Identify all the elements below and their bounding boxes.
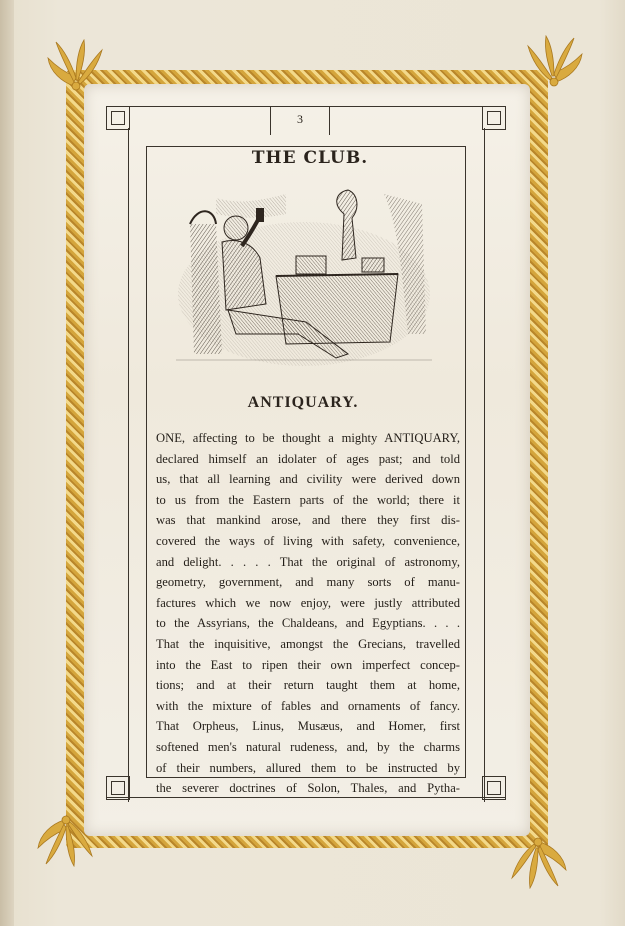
body-line: softened men's natural rudeness, and, by the charms bbox=[156, 739, 460, 754]
book-page-edge bbox=[0, 0, 14, 926]
body-line: of their numbers, allured them to be instructed by bbox=[156, 760, 460, 775]
body-line: That the inquisitive, amongst the Grecians, travelled bbox=[156, 636, 460, 651]
left-side-rule bbox=[128, 128, 129, 802]
body-line: That Orpheus, Linus, Musæus, and Homer, first bbox=[156, 719, 460, 734]
palmette-ornament-top-left-icon bbox=[42, 36, 106, 92]
body-line: us, that all learning and civility were derived down bbox=[156, 472, 460, 487]
body-line: into the East to ripen their own imperfect concep- bbox=[156, 657, 460, 672]
body-line: tions; and at their return taught them at home, bbox=[156, 678, 460, 693]
body-text bbox=[156, 428, 460, 799]
palmette-ornament-bottom-right-icon bbox=[508, 836, 572, 892]
page-number: 3 bbox=[297, 112, 303, 126]
body-line: to the Assyrians, the Chaldeans, and Egyptians. . . . bbox=[156, 616, 460, 631]
body-line: factures which we now enjoy, were justly attributed bbox=[156, 595, 460, 610]
right-side-rule bbox=[484, 128, 485, 802]
body-line: with the mixture of fables and ornaments of fancy. bbox=[156, 698, 460, 713]
body-line: declared himself an idolater of ages past; and told bbox=[156, 451, 460, 466]
body-line: covered the ways of living with safety, convenience, bbox=[156, 533, 460, 548]
body-line: to us from the Eastern parts of the world; there it bbox=[156, 492, 460, 507]
key-corner-top-left bbox=[106, 106, 130, 130]
key-corner-top-right bbox=[482, 106, 506, 130]
body-line: and delight. . . . . That the original of astronomy, bbox=[156, 554, 460, 569]
section-title: ANTIQUARY. bbox=[247, 394, 359, 411]
key-corner-bottom-left bbox=[106, 776, 130, 800]
body-line: the severer doctrines of Solon, Thales, and Pytha- bbox=[156, 781, 460, 796]
body-line: geometry, government, and many sorts of manu- bbox=[156, 575, 460, 590]
palmette-ornament-bottom-left-icon bbox=[32, 814, 96, 870]
antiquary-engraving-illustration bbox=[176, 184, 432, 368]
header-title: THE CLUB. bbox=[251, 148, 369, 168]
key-corner-bottom-right bbox=[482, 776, 506, 800]
body-line: was that mankind arose, and there they first dis- bbox=[156, 513, 460, 528]
palmette-ornament-top-right-icon bbox=[524, 32, 588, 88]
body-line: ONE, affecting to be thought a mighty ANTIQUARY, bbox=[156, 431, 460, 445]
